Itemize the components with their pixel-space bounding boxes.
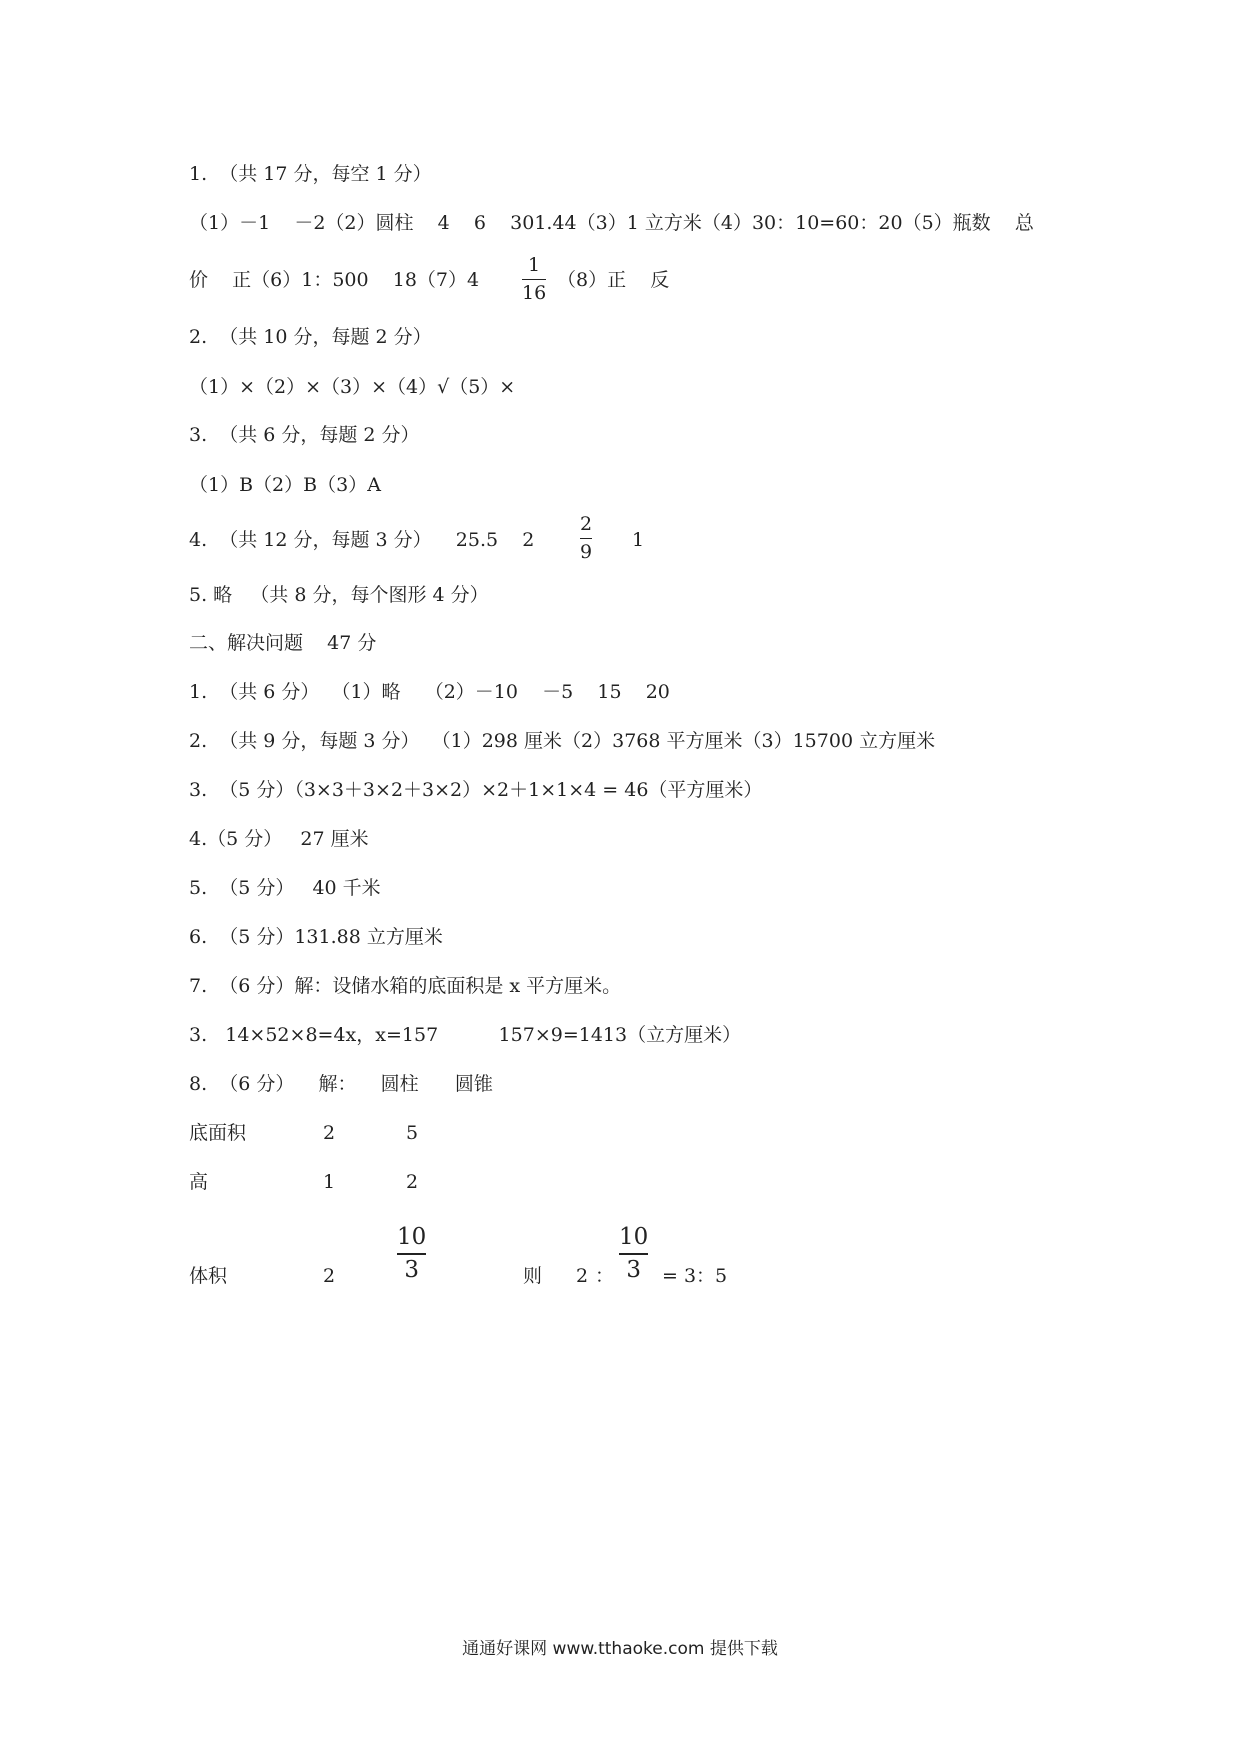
table-cell-cylinder: 1	[323, 1171, 336, 1193]
answer-line-2-items: （1）×（2）×（3）×（4）√（5）×	[189, 376, 516, 398]
problem-8: 8. （6 分） 解： 圆柱 圆锥	[189, 1073, 493, 1095]
problem-6: 6. （5 分）131.88 立方厘米	[189, 926, 443, 948]
table-label-volume: 体积	[189, 1265, 228, 1287]
answer-line-2-header: 2. （共 10 分，每题 2 分）	[189, 326, 432, 348]
answer-line-1-tail: （8）正 反	[557, 269, 670, 291]
table-cell-cone: 5	[406, 1122, 419, 1144]
problem-5: 5. （5 分） 40 千米	[189, 877, 381, 899]
footer-source: 通通好课网 www.tthaoke.com 提供下载	[462, 1639, 778, 1659]
table-label-height: 高	[189, 1171, 209, 1193]
answer-line-4-tail: 1	[632, 529, 645, 551]
table-label-base-area: 底面积	[189, 1122, 247, 1144]
section-heading: 二、解决问题 47 分	[189, 632, 377, 654]
answer-line-5: 5. 略 （共 8 分，每个图形 4 分）	[189, 584, 489, 606]
answer-line-3-header: 3. （共 6 分，每题 2 分）	[189, 424, 420, 446]
fraction-denominator: 3	[626, 1257, 641, 1283]
problem-7-solution: 3. 14×52×8=4x，x=157 157×9=1413（立方厘米）	[189, 1024, 742, 1046]
answer-line-4: 4. （共 12 分，每题 3 分） 25.5 2	[189, 529, 535, 551]
answer-line-1-header: 1. （共 17 分，每空 1 分）	[189, 163, 432, 185]
fraction-numerator: 10	[397, 1224, 427, 1250]
fraction-numerator: 10	[619, 1224, 649, 1250]
answer-line-3-items: （1）B（2）B（3）A	[189, 474, 381, 496]
problem-2: 2. （共 9 分，每题 3 分） （1）298 厘米（2）3768 平方厘米（3）15700 立方厘米	[189, 730, 936, 752]
ratio-left: 2	[576, 1265, 589, 1287]
then-label: 则	[523, 1265, 543, 1287]
fraction-denominator: 16	[522, 282, 547, 304]
fraction-numerator: 1	[528, 254, 541, 276]
problem-7: 7. （6 分）解：设储水箱的底面积是 x 平方厘米。	[189, 975, 622, 997]
problem-4: 4.（5 分） 27 厘米	[189, 828, 369, 850]
ratio-colon: ：	[595, 1265, 615, 1287]
fraction-1-16	[522, 256, 546, 303]
fraction-10-3	[397, 1226, 426, 1282]
table-cell-cone: 2	[406, 1171, 419, 1193]
fraction-10-3	[619, 1226, 648, 1282]
fraction-numerator: 2	[580, 513, 593, 535]
problem-1: 1. （共 6 分） （1）略 （2）－10 －5 15 20	[189, 681, 670, 703]
table-cell-cylinder: 2	[323, 1265, 336, 1287]
fraction-2-9	[580, 515, 592, 562]
fraction-denominator: 9	[580, 541, 593, 563]
table-cell-cylinder: 2	[323, 1122, 336, 1144]
ratio-result: = 3：5	[662, 1265, 728, 1287]
fraction-denominator: 3	[404, 1257, 419, 1283]
problem-3: 3. （5 分）（3×3＋3×2＋3×2）×2＋1×1×4 = 46（平方厘米）	[189, 779, 763, 801]
answer-line-1-items: （1）－1 －2（2）圆柱 4 6 301.44（3）1 立方米（4）30：10=60：20（5）瓶数 总	[189, 212, 1034, 234]
answer-line-1-items-cont: 价 正（6）1：500 18（7）4	[189, 269, 480, 291]
